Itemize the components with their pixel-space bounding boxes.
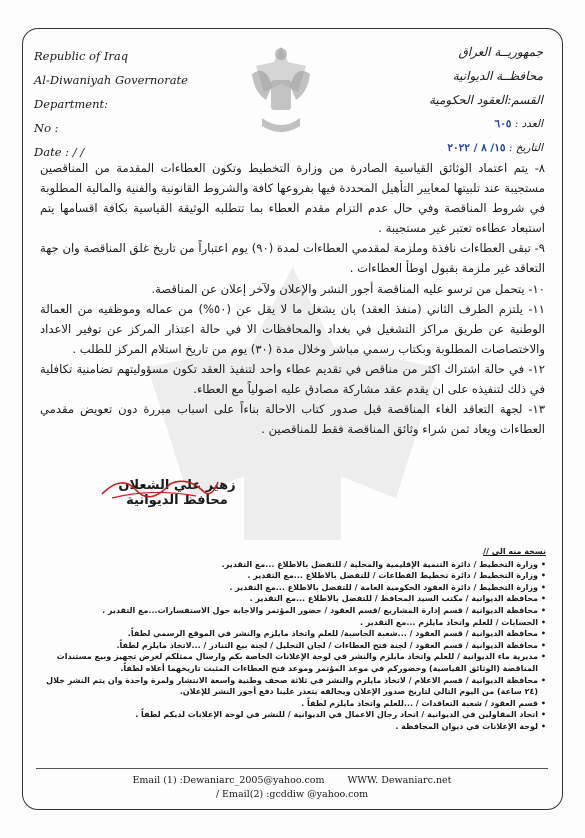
department-en: Department: bbox=[34, 97, 108, 111]
list-item: • لوحة الإعلانات في ديوان المحافظة . bbox=[36, 721, 538, 733]
clause-12: ١٢- في حالة اشتراك اكثر من مناقص في تقديم عطاء واحد لتنفيذ العقد تكون مسؤوليتهم تضامنية تكافلية في ذلك لتنفيذه على ان يقدم عقد مشاركة مصادق عليه اصولياً مع العطاء. bbox=[40, 361, 545, 397]
copies-header: نسخة منه الى // bbox=[483, 547, 546, 556]
department-ar: القسم:العقود الحكومية bbox=[428, 93, 543, 107]
list-item: • وزارة التخطيط / دائرة العقود الحكومية العامة / للتفضل بالاطلاع ...مع التقدير . bbox=[36, 582, 538, 594]
number-value: ٦٠٥ bbox=[494, 118, 512, 130]
iraq-emblem bbox=[248, 40, 314, 140]
copies-list bbox=[36, 546, 546, 733]
number-line bbox=[373, 112, 543, 136]
footer-email-2: / Email(2) :gcddiw @yahoo.com bbox=[215, 789, 369, 800]
copies-items bbox=[36, 559, 546, 733]
footer-email-1: Email (1) :Dewaniarc_2005@yahoo.com bbox=[132, 775, 325, 786]
list-item: • محافظة الديوانية / قسم العقود / لجنة فتح العطاءات / لجان التحليل / لجنة بيع التنادر / ...لاتخاذ مايلزم لطفاً. bbox=[36, 640, 538, 652]
clause-11: ١١- يلتزم الطرف الثاني (منفذ العقد) بان يشغل ما لا يقل عن (٥٠%) من عماله وموظفيه من العمالة الوطنية عن طريق مراكز التشغيل في بغداد والمحافظات الا في حالة اعتذار المركز عن توفير الاعداد والاختصاصات المطلوبة وبكتاب رسمي مباشر وخلال مدة (٣٠) يوم من تاريخ استلام المركز للطلب . bbox=[40, 301, 545, 356]
list-item: • وزارة التخطيط / دائرة التنمية الإقليمية والمحلية / للتفضل بالاطلاع ...مع التقدير. bbox=[36, 559, 538, 571]
clause-9: ٩- تبقى العطاءات نافذة وملزمة لمقدمي العطاءات لمدة (٩٠) يوم اعتباراً من تاريخ غلق المناقصة وان جهة التعاقد غير ملزمة بقبول اوطأ العطاءات . bbox=[40, 241, 545, 276]
date-en: Date : / / bbox=[34, 145, 85, 159]
header-arabic bbox=[373, 40, 543, 160]
handwritten-signature bbox=[92, 470, 222, 504]
signatory-name: زهير علي الشعلان bbox=[118, 478, 236, 493]
list-item: • محافظة الديوانية / قسم الاعلام / لاتخاذ مايلزم والنشر في ثلاثة صحف وطنية واسعة الانتشار ولمرة واحدة وان يتم النشر خلال (٢٤ ساعة) من اليوم التالي لتاريخ صدور الإعلان ويخالفه يتعذر علينا دفع أجور النشر للإعلان. bbox=[36, 675, 538, 698]
footer-divider bbox=[36, 768, 548, 769]
list-item: • محافظة الديوانية / قسم إدارة المشاريع /قسم العقود / حضور المؤتمر والاجابة حول الاستفسارات...مع التقدير . bbox=[36, 605, 538, 617]
clause-8: ٨- يتم اعتماد الوثائق القياسية الصادرة من وزارة التخطيط وتكون العطاءات المقدمة من المناقصين مستجيبة عند تلبيتها لمعايير التأهيل المحددة فيها بفروعها كافة والشروط القانونية والفنية والمالية المطلوبة في شروط المناقصة وفي حال عدم التزام مقدم العطاء بما تتطلبه الوثيقة القياسية بكافة اقسامها يتم استبعاد عطاءه تعتبر غير مستجيبة . bbox=[40, 161, 545, 236]
country-en: Republic of Iraq bbox=[34, 49, 129, 63]
signature-block bbox=[92, 478, 262, 508]
header-english bbox=[34, 44, 214, 164]
clause-10: ١٠- يتحمل من ترسو عليه المناقصة أجور النشر والإعلان ولآخر إعلان عن المناقصة. bbox=[151, 281, 545, 296]
date-label: التاريخ : bbox=[508, 142, 543, 154]
date-value: ١٥/ ٨ / ٢٠٢٢ bbox=[447, 142, 506, 154]
letter-body bbox=[40, 158, 545, 439]
date-line bbox=[373, 136, 543, 160]
list-item: • محافظة الديوانية / مكتب السيد المحافظ / للتفضل بالاطلاع ...مع التقدير . bbox=[36, 593, 538, 605]
governorate-ar: محافظــة الديوانية bbox=[452, 69, 543, 83]
footer-website: WWW. Dewaniarc.net bbox=[347, 775, 452, 786]
list-item: • اتحاد المقاولين في الديوانية / اتحاد رجال الاعمال في الديوانية / للنشر في لوحة الإعلانات لديكم لطفاً . bbox=[36, 709, 538, 721]
list-item: • مديرية ماء الديوانية / للعلم واتخاذ مايلزم والنشر في لوحة الإعلانات الخاصة بكم وارسال ممثلكم لغرض تجهيز وبيع مستندات المناقصة (الوثائق القياسية) وحضوركم في موعد المؤتمر وموعد فتح العطاءات المثبت تاريخهما أعلاه لطفاً. bbox=[36, 651, 538, 674]
governorate-en: Al-Diwaniyah Governorate bbox=[34, 73, 188, 87]
clause-13: ١٣- لجهة التعاقد الغاء المناقصة قبل صدور كتاب الاحالة بناءاً على اسباب مبررة دون تعويض مقدمي العطاءات ويعاد ثمن شراء وثائق المناقصة فقط للمناقصين . bbox=[40, 402, 545, 437]
footer bbox=[36, 774, 548, 802]
list-item: • محافظة الديوانية / قسم العقود / ...شعبة الحاسبة/ للعلم واتخاذ مايلزم والنشر في الموقع الرسمي لطفاً. bbox=[36, 628, 538, 640]
signatory-title: محافظ الديوانية bbox=[126, 493, 228, 508]
list-item: • وزارة التخطيط / دائرة تخطيط القطاعات / للتفضل بالاطلاع ...مع التقدير . bbox=[36, 570, 538, 582]
list-item: • قسم العقود / شعبة التعاقدات / ...للعلم واتخاذ مايلزم لطفاً . bbox=[36, 698, 538, 710]
number-label: العدد : bbox=[514, 118, 543, 130]
list-item: • الحسابات / للعلم واتخاذ مايلزم ...مع التقدير . bbox=[36, 617, 538, 629]
number-en: No : bbox=[34, 121, 59, 135]
country-ar: جمهوريــة العراق bbox=[458, 45, 543, 59]
